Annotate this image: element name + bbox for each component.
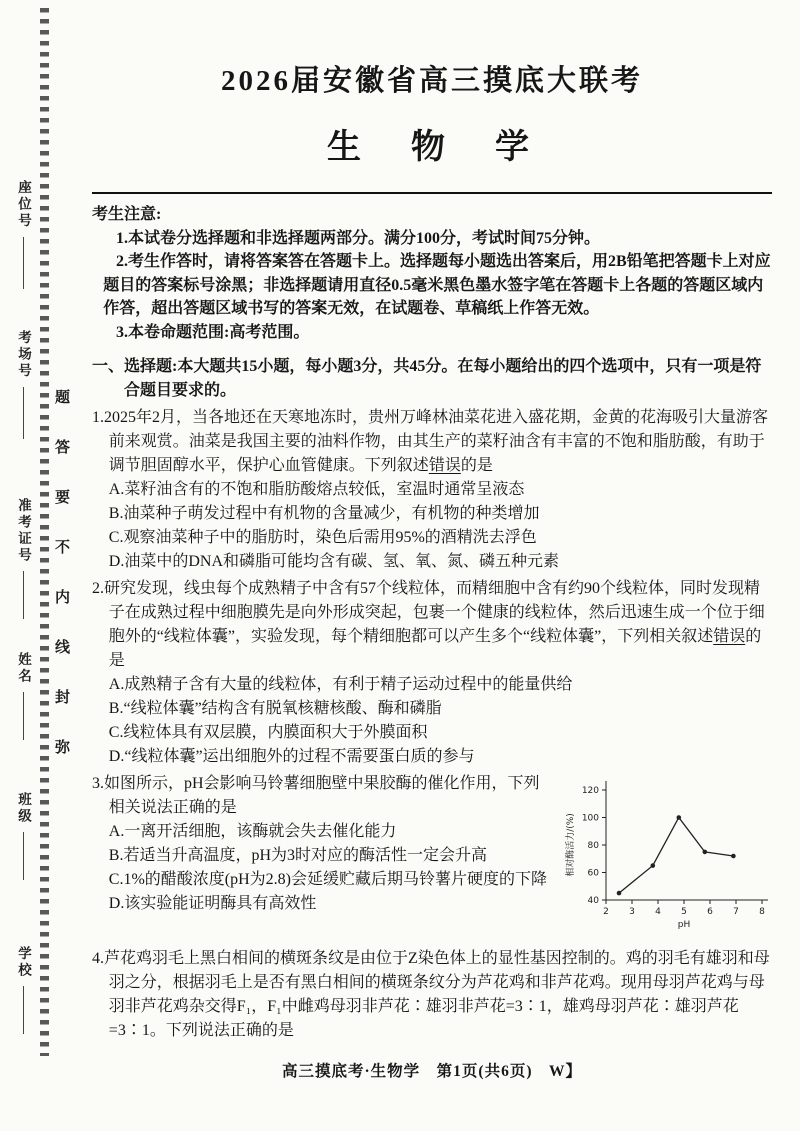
- notice-item-3: 3.本卷命题范围:高考范围。: [115, 323, 310, 341]
- svg-text:60: 60: [587, 868, 599, 879]
- option-c: C.观察油菜种子中的脂肪时，染色后需用95%的酒精洗去浮色: [108, 529, 537, 547]
- seal-line-text: [55, 386, 70, 757]
- exam-title: 2026届安徽省高三摸底大联考: [220, 65, 643, 97]
- option-c: C.1%的醋酸浓度(pH为2.8)会延缓贮藏后期马铃薯片硬度的下降: [108, 871, 548, 889]
- option-d: D.“线粒体囊”运出细胞外的过程不需要蛋白质的参与: [108, 748, 475, 766]
- seal-char: 要: [55, 490, 71, 506]
- question-4: [92, 947, 772, 1043]
- stem-text: 1.2025年2月，当各地还在天寒地冻时，贵州万峰林油菜花进入盛花期，金黄的花海吸引大量游客前来观赏。油菜是我国主要的油料作物，由其生产的菜籽油含有丰富的不饱和脂肪酸，有助于调节胆固醇水平，保护心血管健康。下列叙述: [92, 409, 769, 475]
- notice-item-1: 1.本试卷分选择题和非选择题两部分。满分100分，考试时间75分钟。: [115, 229, 600, 247]
- notice-section: [92, 203, 772, 344]
- field-label: 座位号: [16, 180, 31, 230]
- question-stem: [92, 406, 772, 478]
- question-3: [92, 772, 772, 944]
- field-exam-room: [13, 330, 33, 439]
- chart-figure: [562, 774, 772, 940]
- field-name: [13, 652, 33, 740]
- svg-text:5: 5: [681, 907, 687, 918]
- notice-item-2-text: 2.考生作答时，请将答案答在答题卡上。选择题每小题选出答案后，用2B铅笔把答题卡上对应题目的答案标号涂黑；非选择题请用直径0.5毫米黑色墨水签字笔在答题卡上各题的答题区域内作答，: [103, 253, 771, 318]
- stem-text: 的是: [460, 457, 493, 475]
- perforation-strip: [40, 8, 49, 1056]
- ph-activity-chart: [562, 774, 772, 932]
- write-in-line: [23, 387, 24, 439]
- field-label: 考场号: [16, 330, 31, 380]
- field-label: 姓名: [16, 652, 31, 685]
- svg-text:6: 6: [707, 907, 713, 918]
- stem-text: 3.如图所示，pH会影响马铃薯细胞壁中果胶酶的催化作用，下列相关说法正确的是: [92, 775, 540, 817]
- title-divider: [92, 192, 772, 194]
- stem-emphasis: 错误: [428, 457, 461, 475]
- svg-text:100: 100: [581, 813, 599, 824]
- svg-text:2: 2: [603, 907, 609, 918]
- stem-text: 4.芦花鸡羽毛上黑白相间的横斑条纹是由位于Z染色体上的显性基因控制的。鸡的羽毛有雄羽和母羽之分，根据羽毛上是否有黑白相间的横斑条纹分为芦花鸡和非芦花鸡。现用母羽芦花鸡与母羽非芦花鸡杂交得F₁，F₁中雌鸡母羽非芦花∶雄羽非芦花=3∶1，雄鸡母羽芦花∶雄羽芦花=3∶1。下列说法正确的是: [92, 950, 770, 1040]
- option-b: B.“线粒体囊”结构含有脱氧核糖核酸、酶和磷脂: [108, 700, 442, 718]
- option-c: C.线粒体具有双层膜，内膜面积大于外膜面积: [108, 724, 428, 742]
- question-stem: [92, 947, 772, 1043]
- seal-char: 不: [55, 540, 71, 556]
- write-in-line: [23, 237, 24, 289]
- option-b: B.油菜种子萌发过程中有机物的含量减少，有机物的种类增加: [108, 505, 540, 523]
- write-in-line: [23, 571, 24, 619]
- question-2: [92, 577, 772, 769]
- seal-char: 线: [55, 640, 71, 656]
- option-a: A.一离开活细胞，该酶就会失去催化能力: [108, 823, 397, 841]
- svg-text:3: 3: [629, 907, 635, 918]
- svg-text:相对酶活力/(%): 相对酶活力/(%): [566, 813, 576, 877]
- stem-text: 的是: [108, 628, 762, 670]
- write-in-line: [23, 986, 24, 1034]
- svg-text:7: 7: [733, 907, 739, 918]
- seal-char: 封: [55, 690, 71, 706]
- svg-text:40: 40: [587, 896, 599, 907]
- svg-text:120: 120: [581, 786, 599, 797]
- notice-heading: 考生注意:: [92, 206, 162, 223]
- stem-emphasis: 错误: [713, 628, 746, 646]
- exam-body: [92, 0, 772, 1043]
- page-footer: 高三摸底考·生物学 第1页(共6页) W】: [282, 1063, 582, 1080]
- svg-text:pH: pH: [677, 920, 691, 931]
- field-label: 班级: [16, 792, 31, 825]
- question-stem: [92, 577, 772, 673]
- option-b: B.若适当升高温度，pH为3时对应的酶活性一定会升高: [108, 847, 488, 865]
- seal-char: 弥: [55, 740, 71, 756]
- question-1: [92, 406, 772, 574]
- svg-text:8: 8: [759, 907, 765, 918]
- option-d: D.该实验能证明酶具有高效性: [108, 895, 317, 913]
- svg-text:4: 4: [655, 907, 661, 918]
- section-heading: 一、选择题:本大题共15小题，每小题3分，共45分。在每小题给出的四个选项中，只有一项是符合题目要求的。: [92, 358, 762, 400]
- seal-char: 题: [55, 390, 71, 406]
- option-d: D.油菜中的DNA和磷脂可能均含有碳、氢、氧、氮、磷五种元素: [108, 553, 560, 571]
- field-admission-number: [13, 498, 33, 619]
- field-school: [13, 946, 33, 1034]
- option-a: A.菜籽油含有的不饱和脂肪酸熔点较低，室温时通常呈液态: [108, 481, 525, 499]
- field-label: 准考证号: [16, 498, 31, 564]
- write-in-line: [23, 832, 24, 880]
- notice-item-2-bold: 超出答题区域书写的答案无效，在试题卷、草稿纸上作答无效。: [151, 300, 600, 318]
- option-a: A.成熟精子含有大量的线粒体，有利于精子运动过程中的能量供给: [108, 676, 573, 694]
- seal-char: 答: [55, 440, 71, 456]
- field-seat-number: [13, 180, 33, 289]
- subject-title: 生 物 学: [327, 129, 537, 166]
- seal-char: 内: [55, 590, 71, 606]
- stem-text: 2.研究发现，线虫每个成熟精子中含有57个线粒体，而精细胞中含有约90个线粒体，同时发现精子在成熟过程中细胞膜先是向外形成突起，包裹一个健康的线粒体，然后迅速生成一个位于细胞外的“线粒体囊”，实验发现，每个精细胞都可以产生多个“线粒体囊”，下列相关叙述: [92, 580, 765, 646]
- write-in-line: [23, 692, 24, 740]
- svg-text:80: 80: [587, 841, 599, 852]
- field-class: [13, 792, 33, 880]
- notice-item-2: [92, 250, 772, 321]
- field-label: 学校: [16, 946, 31, 979]
